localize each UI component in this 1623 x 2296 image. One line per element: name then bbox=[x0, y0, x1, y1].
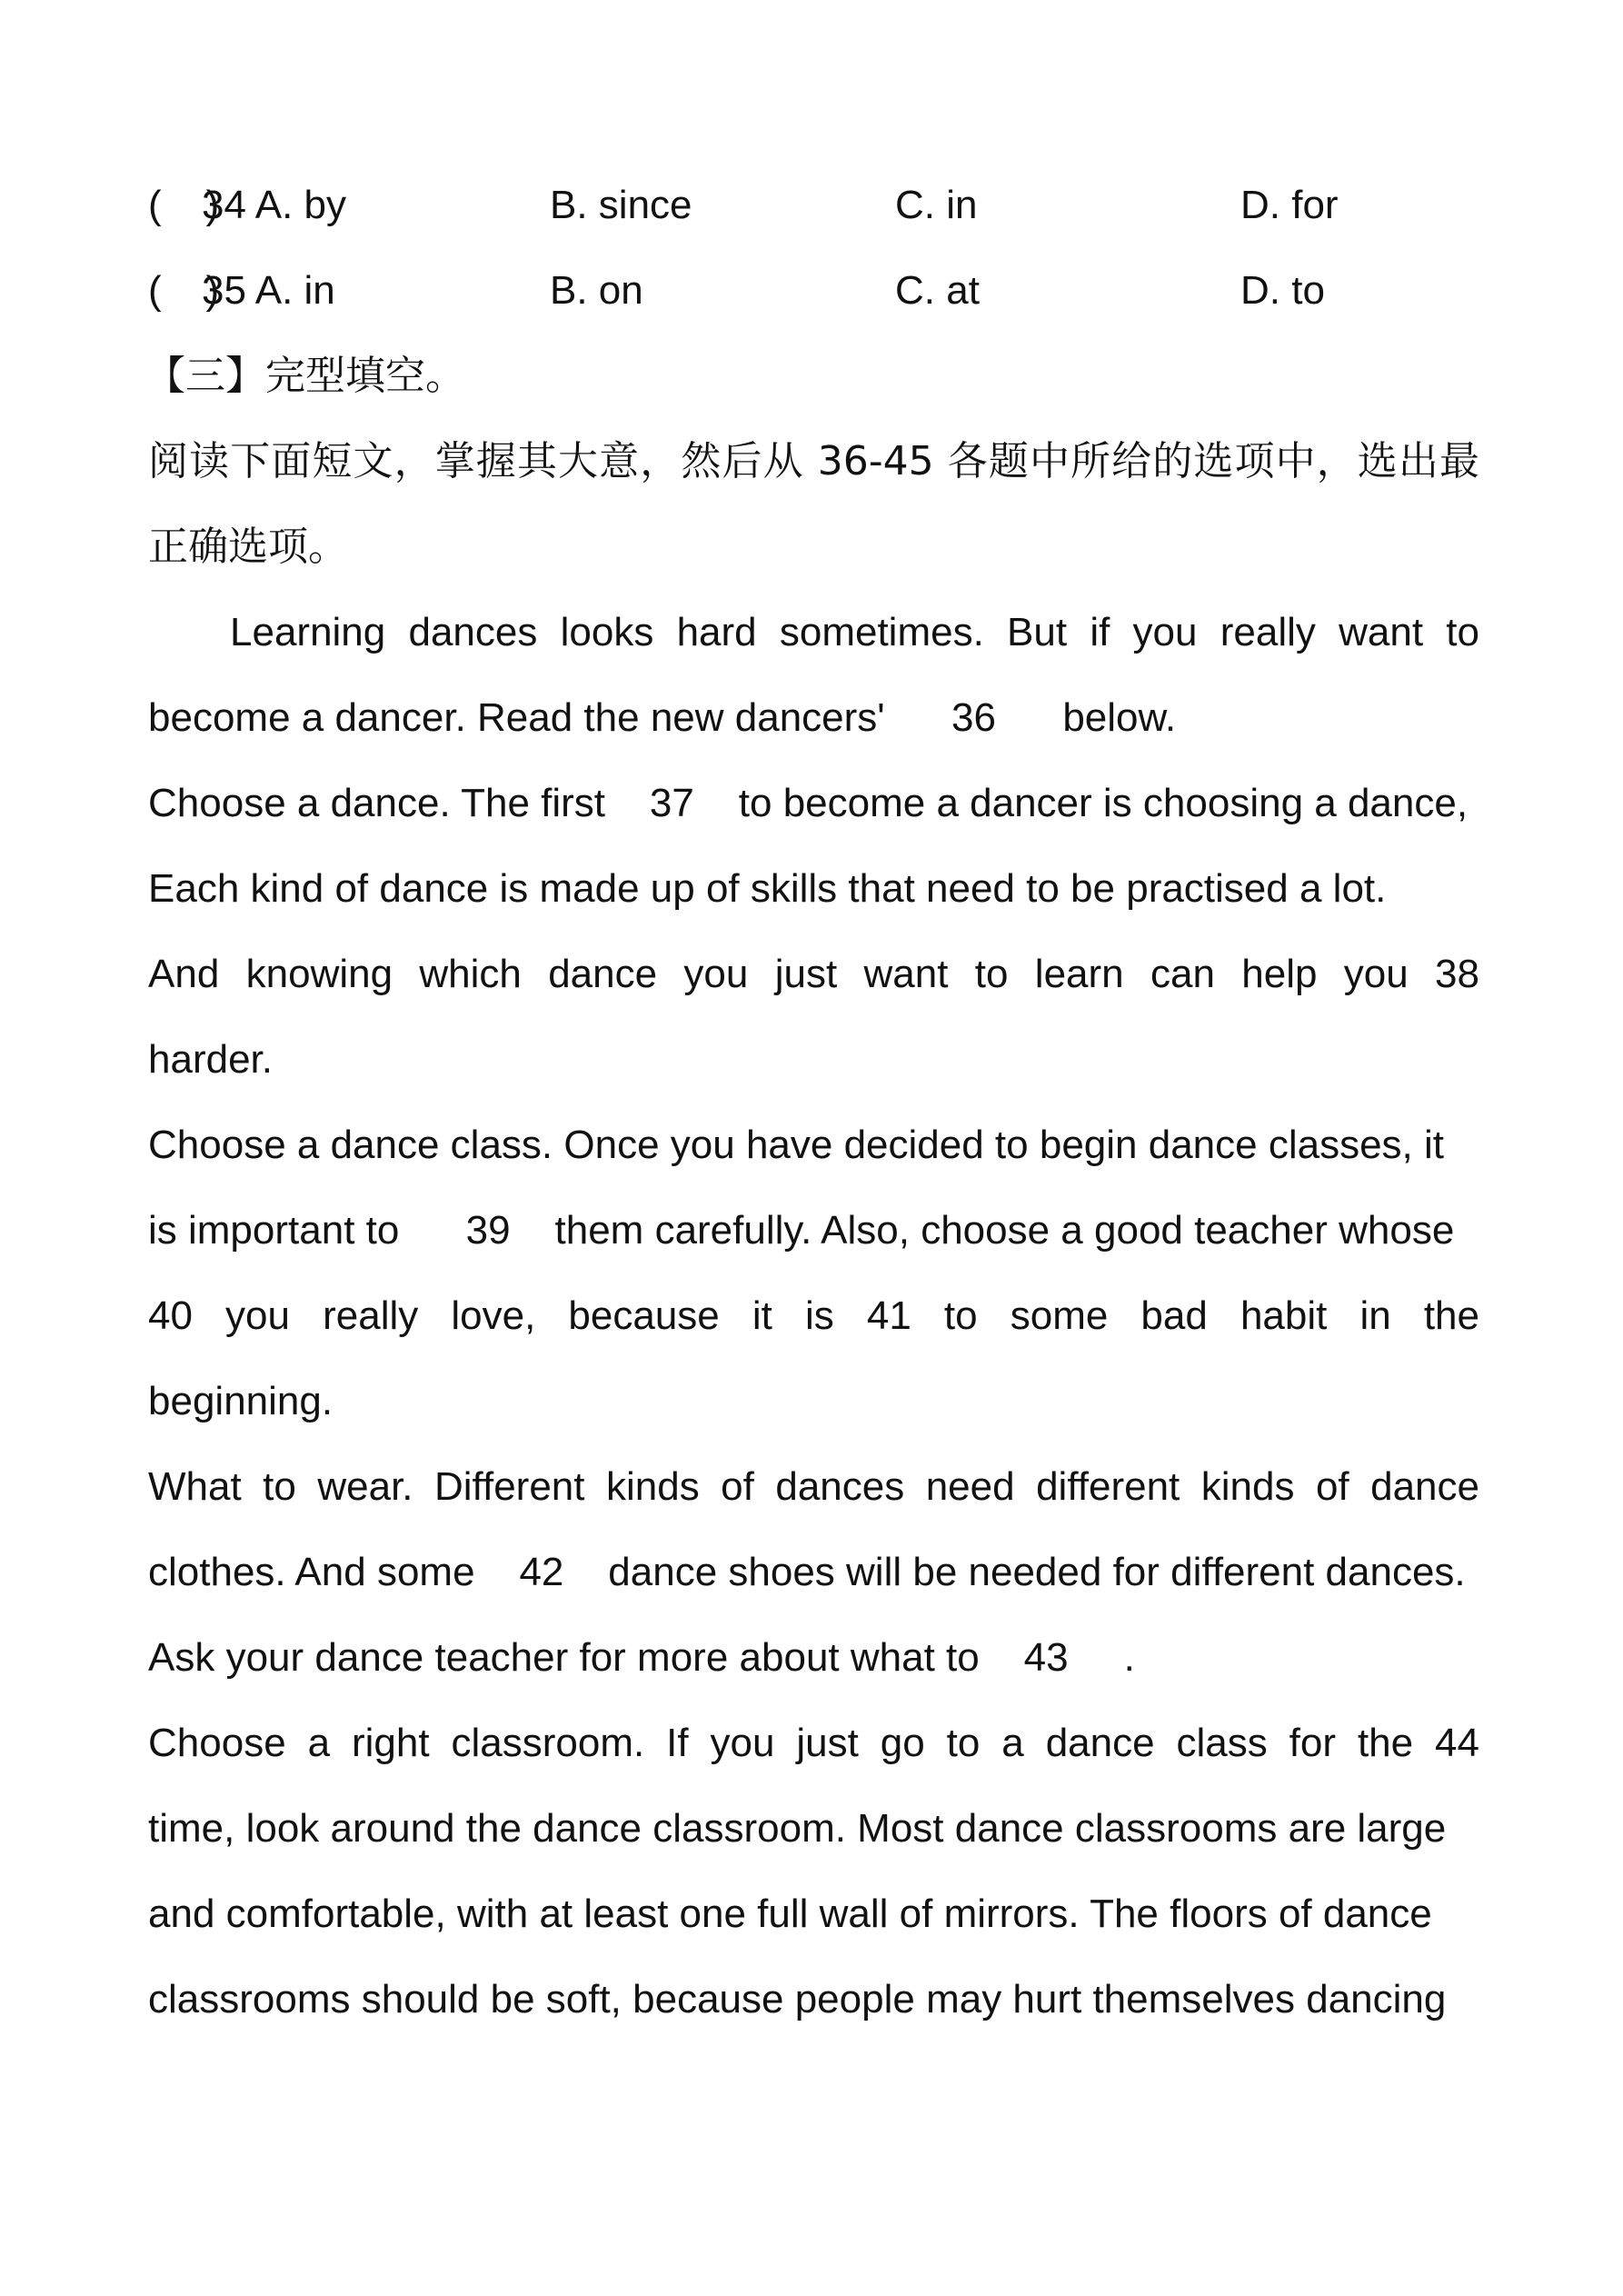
passage-line: What to wear. Different kinds of dances need different kinds of dance bbox=[148, 1464, 1479, 1509]
option-b: B. on bbox=[550, 268, 643, 313]
option-d: D. to bbox=[1240, 268, 1325, 313]
answer-bracket: ( ) bbox=[148, 268, 220, 313]
passage-line: Ask your dance teacher for more about what to 43 . bbox=[148, 1635, 1135, 1680]
option-d: D. for bbox=[1240, 183, 1339, 227]
passage-line: beginning. bbox=[148, 1379, 334, 1423]
passage-line: Each kind of dance is made up of skills that need to be practised a lot. bbox=[148, 866, 1387, 911]
option-b: B. since bbox=[550, 183, 692, 227]
answer-bracket: ( ) bbox=[148, 183, 220, 227]
passage-line: harder. bbox=[148, 1037, 273, 1082]
option-c: C. at bbox=[895, 268, 980, 313]
passage-line: And knowing which dance you just want to learn can help you 38 bbox=[148, 952, 1479, 996]
passage-line: clothes. And some 42 dance shoes will be needed for different dances. bbox=[148, 1550, 1466, 1594]
option-a: 35 A. in bbox=[202, 268, 335, 313]
option-a: 34 A. by bbox=[202, 183, 347, 227]
passage-line: 40 you really love, because it is 41 to some bad habit in the bbox=[148, 1293, 1479, 1338]
option-c: C. in bbox=[895, 183, 978, 227]
passage-line: Choose a dance. The first 37 to become a dancer is choosing a dance, bbox=[148, 781, 1469, 825]
passage-line: is important to 39 them carefully. Also, choose a good teacher whose bbox=[148, 1208, 1455, 1253]
passage-line: become a dancer. Read the new dancers' 36 below. bbox=[148, 695, 1177, 740]
passage-line: and comfortable, with at least one full wall of mirrors. The floors of dance bbox=[148, 1892, 1432, 1936]
passage-line: time, look around the dance classroom. Most dance classrooms are large bbox=[148, 1806, 1447, 1851]
passage-line: Choose a dance class. Once you have decided to begin dance classes, it bbox=[148, 1123, 1445, 1167]
section-heading: 【三】完型填空。 bbox=[145, 353, 465, 399]
passage-line: Choose a right classroom. If you just go to a dance class for the 44 bbox=[148, 1721, 1479, 1765]
passage-line: classrooms should be soft, because people may hurt themselves dancing bbox=[148, 1977, 1447, 2021]
instruction-line: 阅读下面短文，掌握其大意，然后从 36-45 各题中所给的选项中，选出最 bbox=[148, 438, 1479, 484]
passage-line: Learning dances looks hard sometimes. But if you really want to bbox=[230, 610, 1479, 654]
instruction-line: 正确选项。 bbox=[148, 524, 348, 570]
